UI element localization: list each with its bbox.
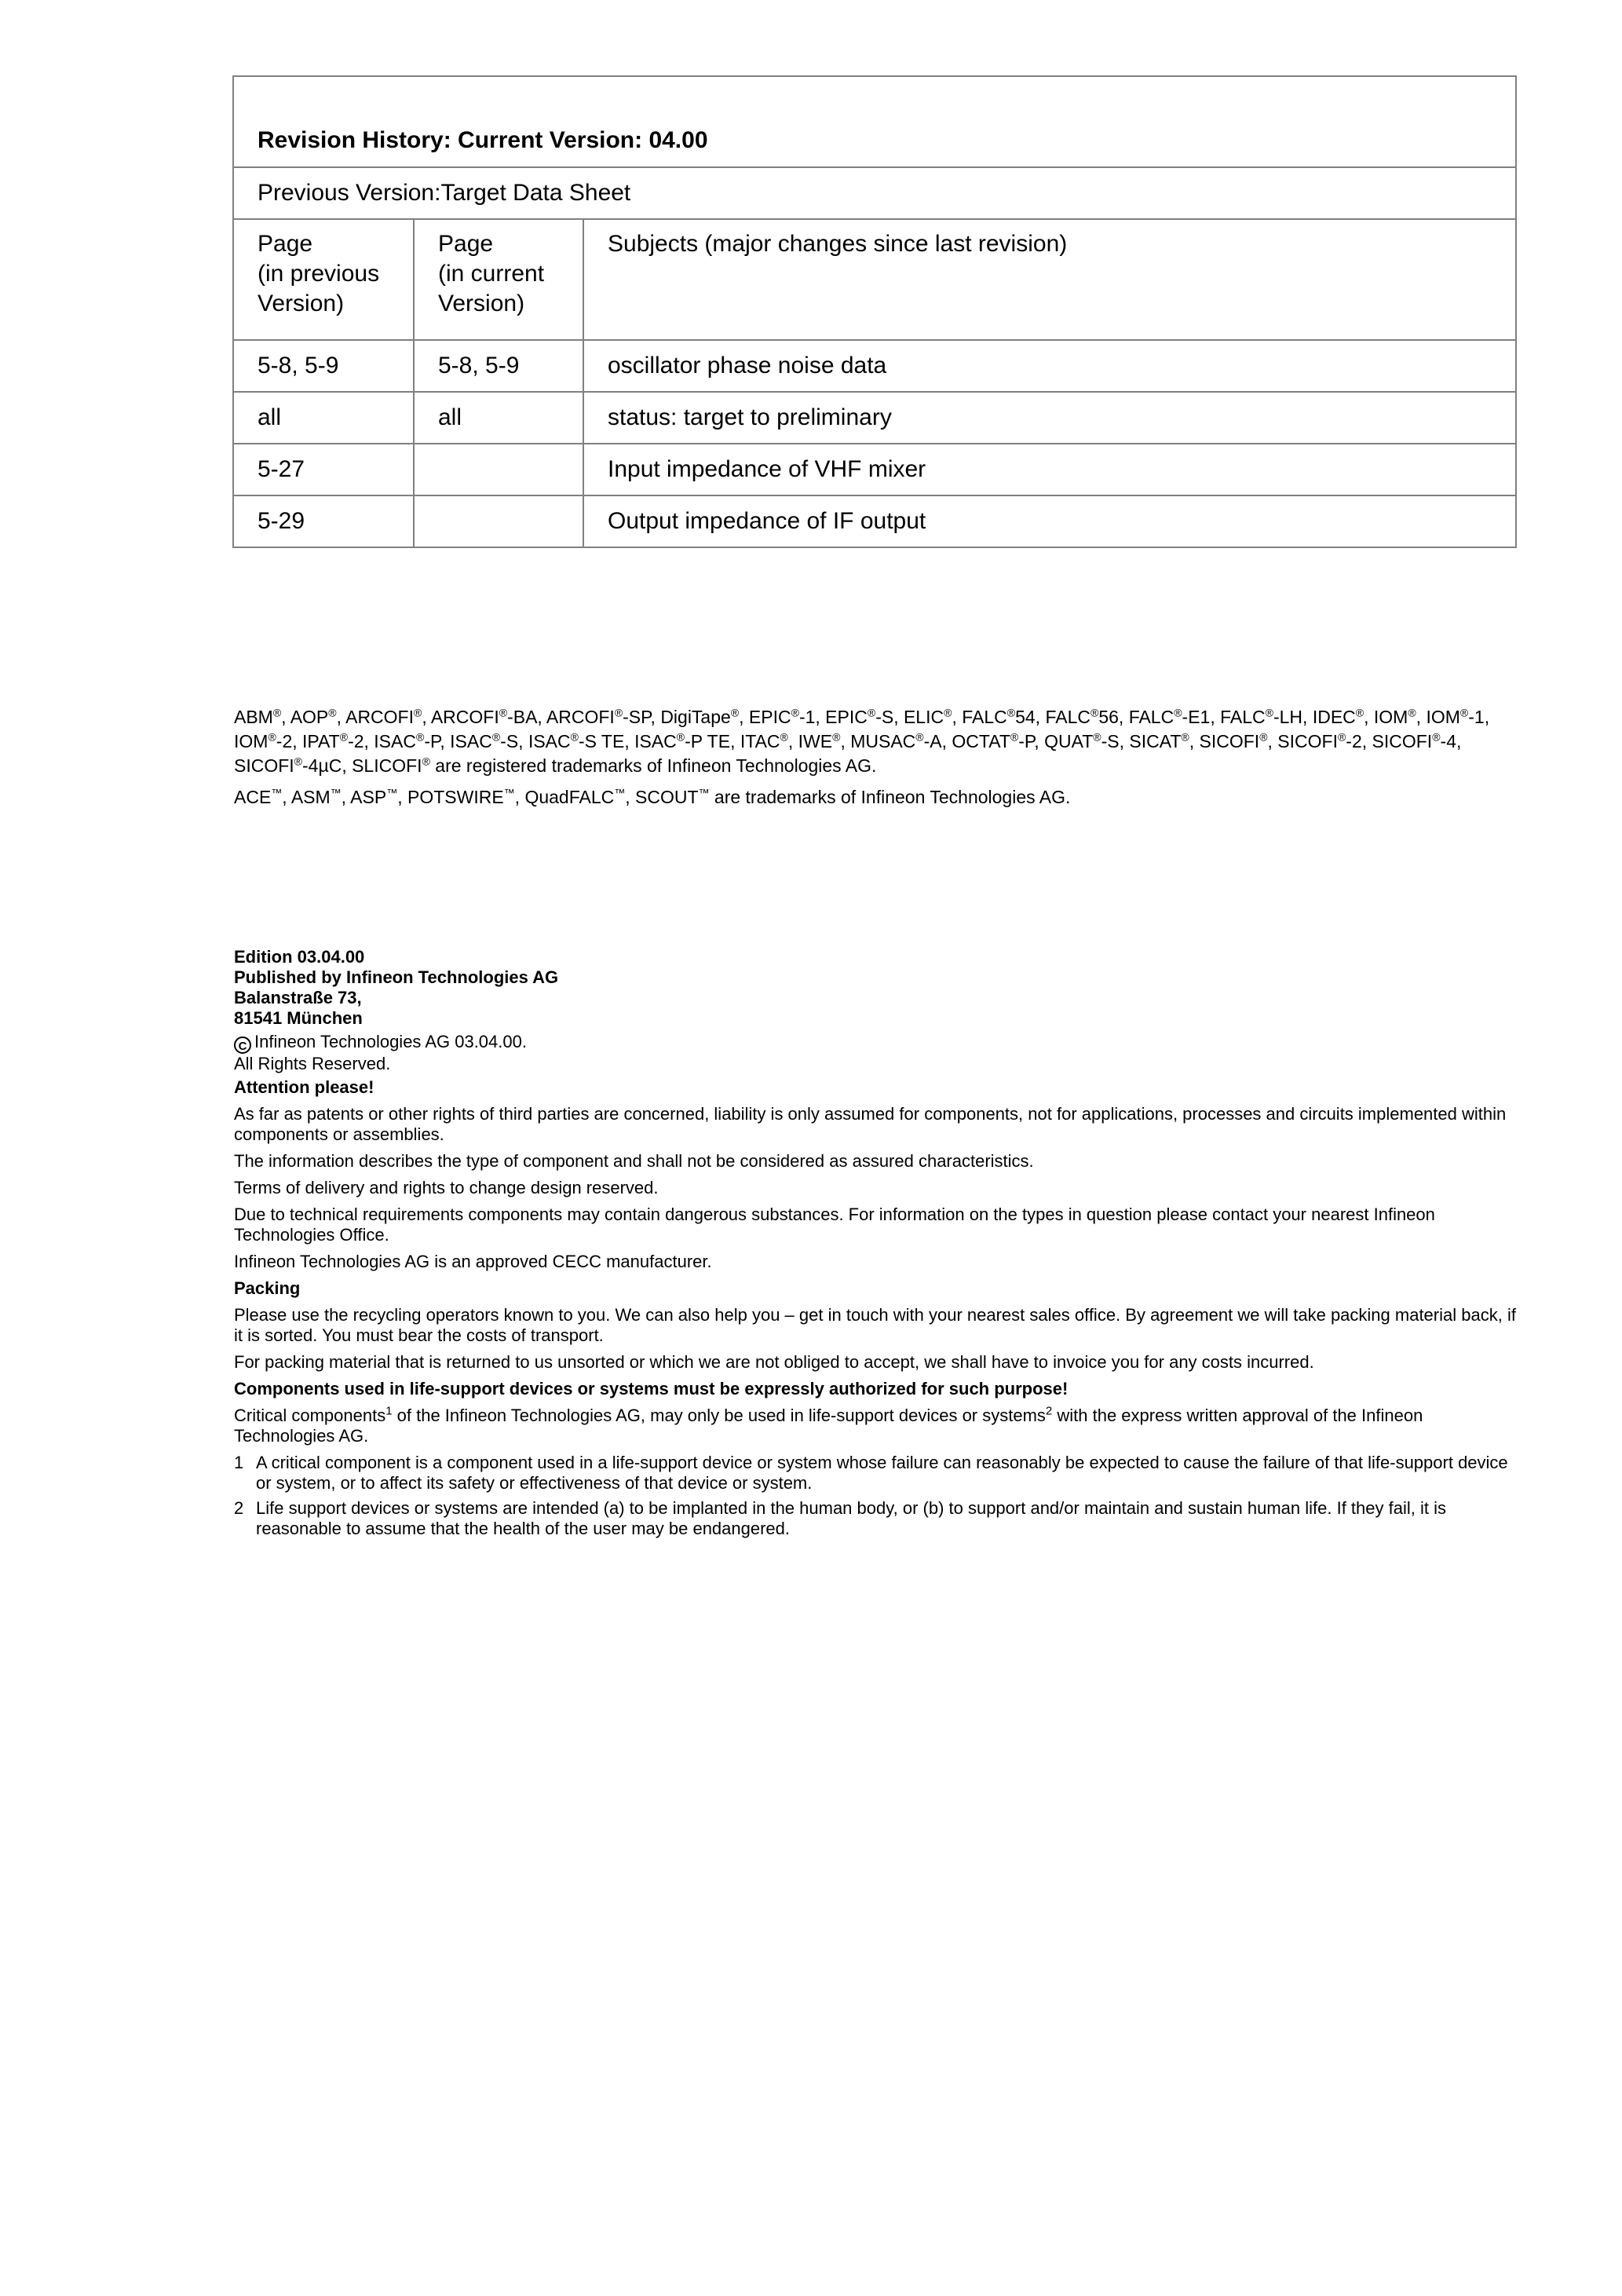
registered-mark: ® — [339, 730, 349, 744]
tm-mark: ™ — [614, 786, 626, 799]
table-row — [233, 495, 1516, 547]
header-page-previous-line: Page — [258, 231, 313, 257]
registered-trademark-item: MUSAC®-A — [850, 730, 942, 751]
header-page-current-line: Page — [438, 231, 494, 257]
publisher: Published by Infineon Technologies AG — [234, 967, 559, 987]
tm-mark: ™ — [698, 786, 710, 799]
registered-trademark-item: FALC®56 — [1045, 706, 1119, 727]
registered-trademark-item: FALC®-LH — [1220, 706, 1303, 727]
registered-trademark-item: FALC®54 — [962, 706, 1036, 727]
copyright-line — [234, 1032, 1517, 1054]
registered-mark: ® — [915, 730, 924, 744]
registered-trademark-item: IOM®-1 — [1426, 706, 1485, 727]
cell-page-previous: 5-29 — [233, 495, 414, 547]
registered-trademark-item: IOM® — [1373, 706, 1416, 727]
cell-page-current: 5-8, 5-9 — [414, 340, 583, 392]
registered-trademark-item: OCTAT®-P — [952, 730, 1035, 751]
header-page-current — [414, 219, 583, 340]
registered-mark: ® — [328, 706, 337, 719]
header-page-current-line: Version) — [438, 291, 525, 316]
life-support-text: of the Infineon Technologies AG, may only be used in life-support devices or systems — [392, 1406, 1046, 1425]
footnote — [234, 1453, 1517, 1493]
registered-mark: ® — [491, 730, 501, 744]
life-support-heading: Components used in life-support devices or systems must be expressly authorized for such purpose! — [234, 1379, 1069, 1398]
registered-mark: ® — [272, 706, 282, 719]
life-support-paragraph — [234, 1406, 1517, 1446]
registered-trademark-item: SICOFI®-4µC — [234, 755, 342, 776]
registered-mark: ® — [614, 706, 623, 719]
footnote-number: 2 — [234, 1498, 244, 1518]
header-subjects: Subjects (major changes since last revision) — [583, 219, 1516, 340]
copyright-text: Infineon Technologies AG 03.04.00. — [254, 1032, 527, 1051]
registered-trademarks-tail: are registered trademarks of Infineon Technologies AG. — [429, 755, 877, 776]
trademark-item: POTSWIRE™ — [407, 786, 515, 807]
address-street: Balanstraße 73, — [234, 988, 362, 1007]
trademark-item: SCOUT™ — [635, 786, 710, 807]
packing-heading: Packing — [234, 1278, 301, 1298]
registered-mark: ® — [414, 706, 422, 719]
registered-mark: ® — [422, 755, 430, 768]
attention-paragraph: Terms of delivery and rights to change design reserved. — [234, 1178, 659, 1197]
attention-paragraph: Infineon Technologies AG is an approved CECC manufacturer. — [234, 1252, 712, 1271]
header-page-current-line: (in current — [438, 261, 545, 287]
trademark-item: ACE™ — [234, 786, 283, 807]
header-page-previous-line: (in previous — [258, 261, 380, 287]
table-header-row — [233, 219, 1516, 340]
registered-mark: ® — [268, 730, 276, 744]
registered-trademark-item: IWE® — [798, 730, 841, 751]
trademarks — [234, 785, 1517, 810]
trademark-item: QuadFALC™ — [524, 786, 626, 807]
cell-page-previous: 5-8, 5-9 — [233, 340, 414, 392]
registered-trademarks — [234, 705, 1517, 778]
table-row — [233, 392, 1516, 444]
registered-mark: ® — [1265, 706, 1273, 719]
cell-subject: oscillator phase noise data — [583, 340, 1516, 392]
registered-mark: ® — [415, 730, 425, 744]
registered-trademark-item: SICAT® — [1129, 730, 1189, 751]
registered-mark: ® — [1010, 730, 1019, 744]
registered-trademark-item: DigiTape® — [660, 706, 740, 727]
packing-paragraph: Please use the recycling operators known to you. We can also help you – get in touch with your nearest sales office. By agreement we will take packing material back, if it is sorted. You must bear the costs of transport. — [234, 1305, 1516, 1345]
header-page-previous-line: Version) — [258, 291, 345, 316]
registered-mark: ® — [791, 706, 799, 719]
registered-trademark-item: AOP® — [290, 706, 337, 727]
registered-trademark-item: IOM®-2 — [234, 730, 293, 751]
cell-page-previous: 5-27 — [233, 444, 414, 495]
registered-trademark-item: SLICOFI® — [352, 755, 430, 776]
life-support-text: Critical components — [234, 1406, 386, 1425]
imprint — [234, 947, 1517, 1544]
registered-trademark-item: ISAC®-P — [374, 730, 440, 751]
trademark-item: ASM™ — [290, 786, 342, 807]
registered-mark: ® — [832, 730, 841, 744]
header-page-previous — [233, 219, 414, 340]
attention-heading: Attention please! — [234, 1077, 374, 1097]
registered-mark: ® — [1006, 706, 1016, 719]
trademarks-tail: are trademarks of Infineon Technologies AG. — [709, 787, 1071, 807]
footnote — [234, 1498, 1517, 1539]
cell-page-current: all — [414, 392, 583, 444]
registered-trademark-item: SICOFI®-4 — [1372, 730, 1456, 751]
attention-paragraph: As far as patents or other rights of third parties are concerned, liability is only assumed for components, not for applications, processes and circuits implemented within components or assemblies. — [234, 1104, 1507, 1144]
packing-paragraph: For packing material that is returned to us unsorted or which we are not obliged to accept, we shall have to invoice you for any costs incurred. — [234, 1352, 1314, 1372]
registered-trademark-item: SICOFI® — [1199, 730, 1268, 751]
previous-version: Previous Version:Target Data Sheet — [233, 167, 1516, 219]
edition: Edition 03.04.00 — [234, 947, 365, 967]
copyright-icon: C — [234, 1036, 251, 1054]
trademark-item: ASP™ — [350, 786, 398, 807]
registered-mark: ® — [294, 755, 302, 768]
registered-mark: ® — [780, 730, 788, 744]
revision-history-table — [232, 75, 1517, 548]
life-support-text: with the express written approval of the Infineon Technologies AG. — [234, 1406, 1423, 1446]
registered-trademark-item: IDEC® — [1312, 706, 1364, 727]
registered-trademark-item: ISAC®-S — [450, 730, 519, 751]
footnote-text: Life support devices or systems are intended (a) to be implanted in the human body, or (b) to support and/or maintain and sustain human life. If they fail, it is reasonable to assume that the health of the user may be endangered. — [256, 1498, 1446, 1538]
registered-mark: ® — [499, 706, 508, 719]
registered-trademark-item: IPAT®-2 — [302, 730, 364, 751]
registered-mark: ® — [867, 706, 876, 719]
registered-trademark-item: SICOFI®-2 — [1277, 730, 1362, 751]
footnote-number: 1 — [234, 1453, 244, 1472]
tm-mark: ™ — [503, 786, 515, 799]
cell-subject: status: target to preliminary — [583, 392, 1516, 444]
registered-mark: ® — [1259, 730, 1268, 744]
registered-mark: ® — [1459, 706, 1469, 719]
registered-trademark-item: EPIC®-1 — [748, 706, 816, 727]
attention-paragraph: The information describes the type of component and shall not be considered as assured characteristics. — [234, 1151, 1034, 1171]
cell-page-current — [414, 444, 583, 495]
registered-trademark-item: QUAT®-S — [1044, 730, 1120, 751]
registered-trademark-item: ARCOFI® — [345, 706, 422, 727]
footnote-ref: 1 — [385, 1404, 393, 1418]
registered-trademark-item: ISAC®-P TE — [634, 730, 731, 751]
registered-trademark-item: FALC®-E1 — [1128, 706, 1211, 727]
registered-mark: ® — [1432, 730, 1441, 744]
tm-mark: ™ — [271, 786, 283, 799]
cell-page-previous: all — [233, 392, 414, 444]
registered-trademark-item: ARCOFI®-BA — [430, 706, 538, 727]
footnote-text: A critical component is a component used in a life-support device or system whose failure can reasonably be expected to cause the failure of that life-support device or system, or to affect its safety or effectiveness of that device or system. — [256, 1453, 1508, 1493]
registered-mark: ® — [1337, 730, 1346, 744]
tm-mark: ™ — [386, 786, 398, 799]
registered-trademark-item: ELIC® — [903, 706, 952, 727]
registered-mark: ® — [1174, 706, 1182, 719]
registered-mark: ® — [570, 730, 579, 744]
registered-trademark-item: ABM® — [234, 706, 282, 727]
registered-mark: ® — [944, 706, 952, 719]
table-row — [233, 340, 1516, 392]
registered-mark: ® — [676, 730, 685, 744]
registered-trademark-list: ABM®, AOP®, ARCOFI®, ARCOFI®-BA, ARCOFI®-SP, DigiTape®, EPIC®-1, EPIC®-S, ELIC®, FALC®54, FALC®56, FALC®-E1, FALC®-LH, IDEC®, IOM®, IOM®-1, IOM®-2, IPAT®-2, ISAC®-P, ISAC®-S, ISAC®-S TE, ISAC®-P TE, ITAC®, IWE®, MUSAC®-A, OCTAT®-P, QUAT®-S, SICAT®, SICOFI®, SICOFI®-2, SICOFI®-4, SICOFI®-4µC, SLICOFI® — [234, 706, 1490, 776]
tm-mark: ™ — [330, 786, 342, 799]
cell-page-current — [414, 495, 583, 547]
address-city: 81541 München — [234, 1008, 363, 1028]
registered-mark: ® — [1408, 706, 1416, 719]
cell-subject: Input impedance of VHF mixer — [583, 444, 1516, 495]
rights-reserved: All Rights Reserved. — [234, 1054, 391, 1073]
registered-trademark-item: EPIC®-S — [825, 706, 894, 727]
table-row — [233, 444, 1516, 495]
registered-mark: ® — [1181, 730, 1189, 744]
registered-mark: ® — [1090, 706, 1099, 719]
revision-history-title: Revision History: Current Version: 04.00 — [233, 76, 1516, 167]
attention-paragraph: Due to technical requirements components may contain dangerous substances. For information on the types in question please contact your nearest Infineon Technologies Office. — [234, 1205, 1435, 1245]
registered-trademark-item: ARCOFI®-SP — [546, 706, 651, 727]
trademark-list: ACE™, ASM™, ASP™, POTSWIRE™, QuadFALC™, SCOUT™ — [234, 786, 710, 807]
cell-subject: Output impedance of IF output — [583, 495, 1516, 547]
registered-trademark-item: ISAC®-S TE — [528, 730, 625, 751]
registered-mark: ® — [1093, 730, 1101, 744]
registered-mark: ® — [730, 706, 740, 719]
footnote-ref: 2 — [1045, 1404, 1053, 1418]
registered-trademark-item: ITAC® — [740, 730, 788, 751]
registered-mark: ® — [1355, 706, 1364, 719]
